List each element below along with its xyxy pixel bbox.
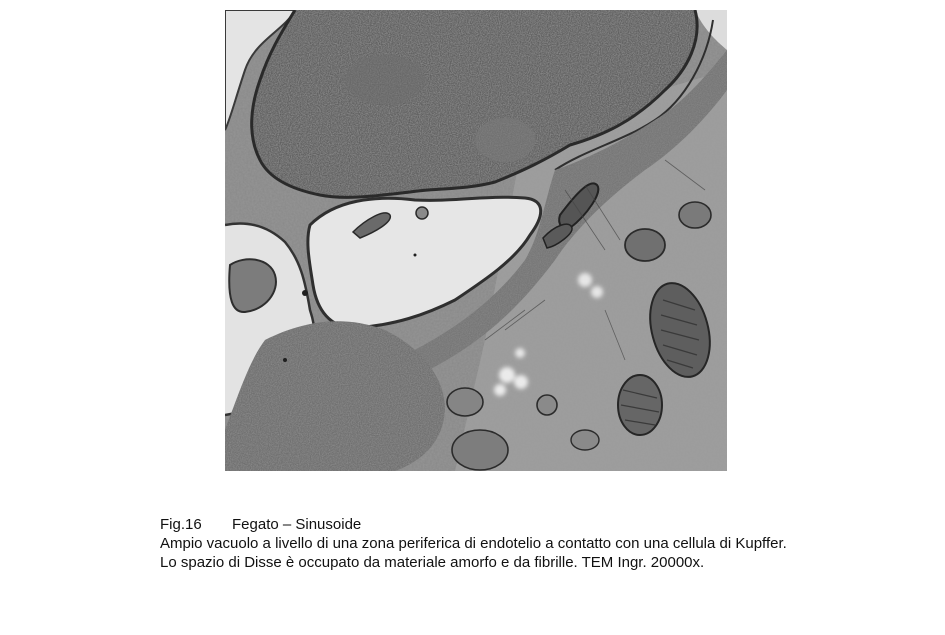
caption-line-1: Ampio vacuolo a livello di una zona periferica di endotelio a contatto con una cellula di Kupffer. [160, 535, 787, 552]
micrograph-image [225, 10, 727, 471]
figure-number: Fig.16 [160, 516, 202, 533]
caption-heading [160, 515, 860, 534]
figure-title: Fegato – Sinusoide [232, 516, 362, 533]
caption-line-2: Lo spazio di Disse è occupato da materiale amorfo e da fibrille. TEM Ingr. 20000x. [160, 554, 705, 571]
figure-caption [160, 515, 860, 572]
